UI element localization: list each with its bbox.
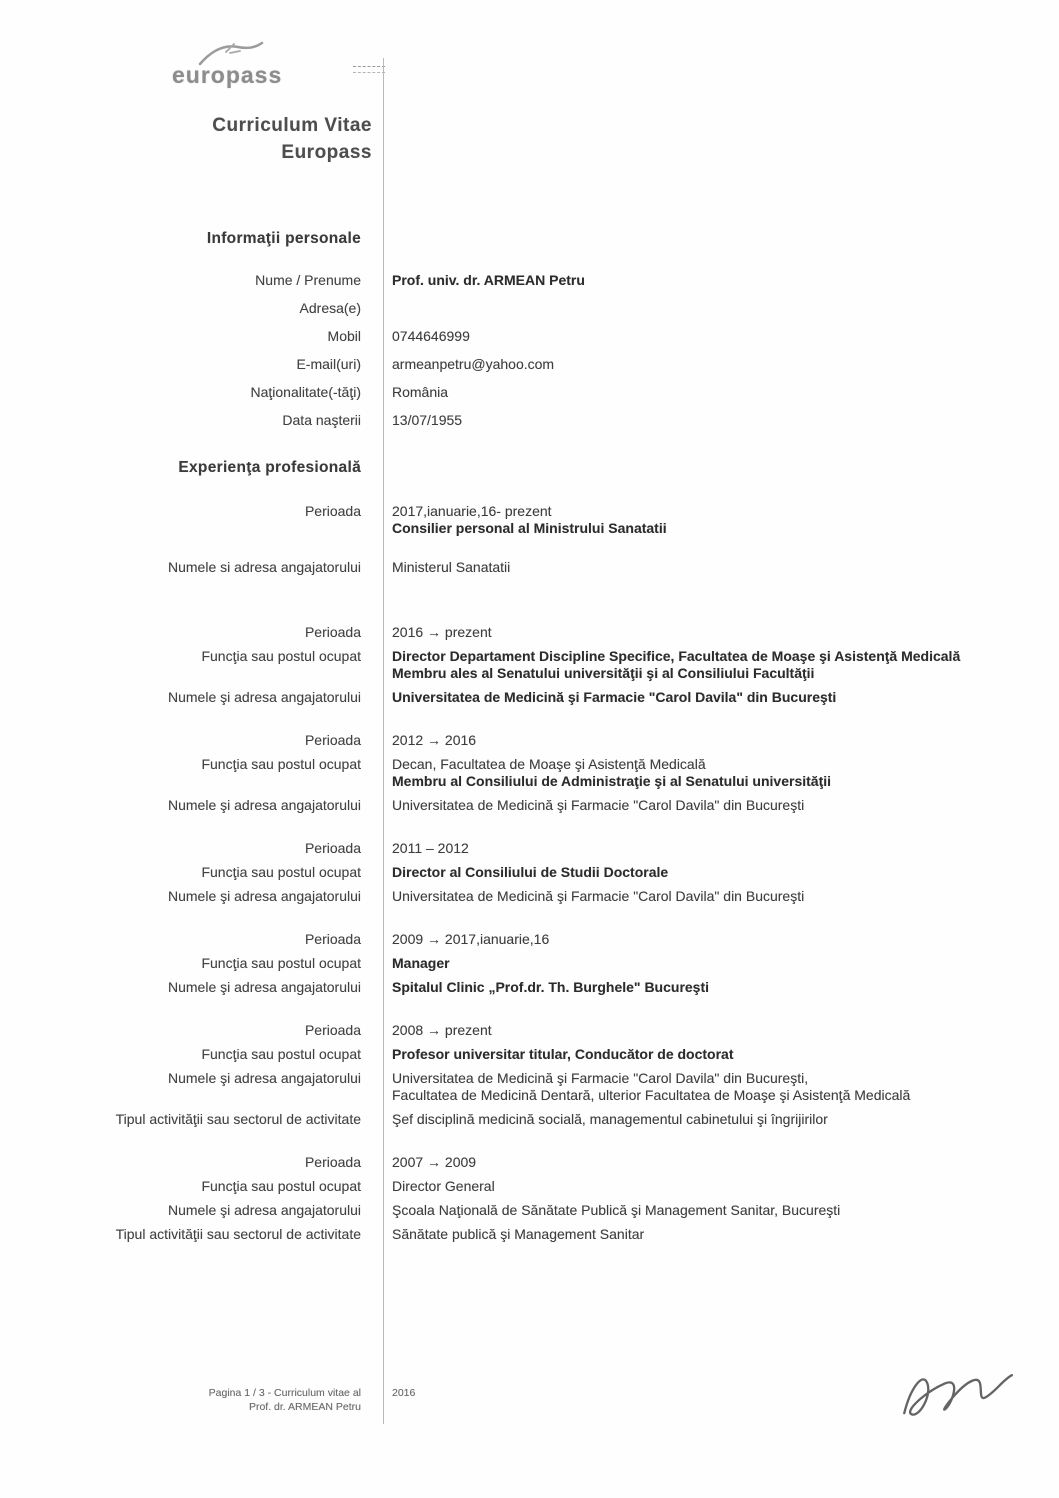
row-label: Data naşterii [282,412,361,428]
experience-entry [0,931,1040,996]
row-value [372,328,470,345]
row-value [372,756,831,790]
row-label: Perioada [304,840,361,856]
title-line-2: Europass [281,142,372,163]
cv-row [0,356,1040,373]
cv-row [0,272,1040,289]
row-value-line: Director Departament Discipline Specifice, Facultatea de Moaşe şi Asistenţă Medicală [392,648,961,664]
row-label: Funcţia sau postul ocupat [201,648,361,664]
row-label: Numele si adresa angajatorului [168,559,361,575]
row-value [372,559,510,576]
experience-entry [0,1154,1040,1243]
cv-row [0,931,1040,948]
experience-entry [0,624,1040,706]
row-value-line: Membru ales al Senatului universităţii şi al Consiliului Facultăţii [392,665,815,681]
row-label: Perioada [304,931,361,947]
row-value [372,1226,644,1243]
row-value-line: 0744646999 [392,328,470,344]
row-value-line: 2008 → prezent [392,1022,492,1038]
row-value-line: 2012 → 2016 [392,732,477,748]
cv-row [0,559,1040,576]
row-value-line: 2007 → 2009 [392,1154,477,1170]
row-value [372,624,492,641]
row-value [372,412,462,429]
row-label: Funcţia sau postul ocupat [201,1046,361,1062]
cv-row [0,689,1040,706]
row-label: Tipul activităţii sau sectorul de activitate [115,1226,361,1242]
cv-content [0,230,1040,1269]
row-value-line: Universitatea de Medicină şi Farmacie "Carol Davila" din Bucureşti, [392,1070,809,1086]
row-label: Perioada [304,1154,361,1170]
row-label: E-mail(uri) [296,356,361,372]
footer-author: Prof. dr. ARMEAN Petru [248,1401,361,1413]
row-label: Numele şi adresa angajatorului [168,888,361,904]
row-value [372,864,668,881]
row-value-line: Director General [392,1178,495,1194]
row-value [372,797,804,814]
row-value-line: 2017,ianuarie,16- prezent [392,503,552,519]
cv-row [0,1046,1040,1063]
row-value-line: România [392,384,449,400]
row-label: Perioada [304,503,361,519]
row-value [372,648,960,682]
row-value-line: Universitatea de Medicină şi Farmacie "Carol Davila" din Bucureşti [392,689,837,705]
row-value-line: Consilier personal al Ministrului Sanatatii [392,520,667,536]
row-value [372,503,667,537]
cv-row [0,1226,1040,1243]
row-label: Tipul activităţii sau sectorul de activitate [115,1111,361,1127]
row-value [372,1022,492,1039]
footer-year: 2016 [392,1387,416,1399]
row-value [372,356,554,373]
row-value-line: Facultatea de Medicină Dentară, ulterior Facultatea de Moaşe şi Asistenţă Medicală [392,1087,911,1103]
cv-row [0,1070,1040,1104]
footer-page-info: Pagina 1 / 3 - Curriculum vitae al [208,1387,361,1399]
row-value-line: 2011 – 2012 [392,840,469,856]
row-value-line: Spitalul Clinic „Prof.dr. Th. Burghele" Bucureşti [392,979,710,995]
cv-row [0,328,1040,345]
row-value [372,888,804,905]
row-label: Mobil [327,328,361,344]
cv-row [0,888,1040,905]
row-value-line: Şcoala Naţională de Sănătate Publică şi Management Sanitar, Bucureşti [392,1202,841,1218]
row-value [372,1111,828,1128]
row-value [372,1154,476,1171]
cv-row [0,1202,1040,1219]
page-footer [0,1386,1040,1414]
cv-row [0,797,1040,814]
row-value-line: Universitatea de Medicină şi Farmacie "Carol Davila" din Bucureşti [392,797,805,813]
europass-logo-text: europass [172,62,283,88]
cv-row [0,756,1040,790]
cv-row [0,300,1040,317]
row-label: Perioada [304,624,361,640]
row-value-line: armeanpetru@yahoo.com [392,356,555,372]
row-value [372,1178,495,1195]
row-label: Numele şi adresa angajatorului [168,797,361,813]
row-label: Adresa(e) [299,300,361,316]
cv-row [0,624,1040,641]
row-label: Numele şi adresa angajatorului [168,689,361,705]
row-label: Funcţia sau postul ocupat [201,955,361,971]
row-value-line: Manager [392,955,450,971]
row-value [372,840,469,857]
row-value [372,272,585,289]
experience-entries [0,503,1040,1243]
cv-row [0,732,1040,749]
row-value-line: Decan, Facultatea de Moaşe şi Asistenţă Medicală [392,756,706,772]
footer-left [0,1386,372,1414]
row-label: Perioada [304,1022,361,1038]
cv-row [0,864,1040,881]
row-value-line: 2016 → prezent [392,624,492,640]
row-value-line: 13/07/1955 [392,412,463,428]
row-label: Naţionalitate(-tăţi) [250,384,361,400]
cv-row [0,1178,1040,1195]
row-value-line: Prof. univ. dr. ARMEAN Petru [392,272,585,288]
personal-info-rows [0,272,1040,429]
row-value [372,955,450,972]
row-value-line: Director al Consiliului de Studii Doctorale [392,864,669,880]
cv-row [0,384,1040,401]
row-value [372,732,476,749]
row-label: Numele şi adresa angajatorului [168,979,361,995]
row-value [372,384,448,401]
signature [893,1352,1021,1428]
row-label: Numele şi adresa angajatorului [168,1070,361,1086]
row-value-line: Sănătate publică şi Management Sanitar [392,1226,645,1242]
cv-row [0,1111,1040,1128]
experience-entry [0,1022,1040,1128]
row-label: Numele şi adresa angajatorului [168,1202,361,1218]
row-value [372,931,549,948]
row-label: Funcţia sau postul ocupat [201,864,361,880]
cv-row [0,1022,1040,1039]
cv-row [0,1154,1040,1171]
dash-mark [353,66,385,73]
row-value-line: Şef disciplină medicină socială, managementul cabinetului şi îngrijirilor [392,1111,828,1127]
row-value [372,979,709,996]
row-label: Funcţia sau postul ocupat [201,1178,361,1194]
section-personal-heading: Informaţii personale [206,230,361,247]
row-value-line: Membru al Consiliului de Administraţie şi al Senatului universităţii [392,773,832,789]
row-label: Nume / Prenume [255,272,361,288]
row-value [372,689,836,706]
cv-row [0,979,1040,996]
row-label: Perioada [304,732,361,748]
europass-logo [168,38,348,94]
row-value [372,1046,734,1063]
cv-row [0,412,1040,429]
row-value-line: Ministerul Sanatatii [392,559,511,575]
row-value-line: 2009 → 2017,ianuarie,16 [392,931,550,947]
cv-row [0,503,1040,537]
row-value [372,1202,840,1219]
title-line-1: Curriculum Vitae [212,115,372,136]
experience-entry [0,503,1040,576]
experience-entry [0,840,1040,905]
row-value-line: Profesor universitar titular, Conducător de doctorat [392,1046,734,1062]
row-value-line: Universitatea de Medicină şi Farmacie "Carol Davila" din Bucureşti [392,888,805,904]
cv-row [0,955,1040,972]
row-label: Funcţia sau postul ocupat [201,756,361,772]
cv-row [0,840,1040,857]
experience-entry [0,732,1040,814]
cv-row [0,648,1040,682]
section-experience-heading: Experienţa profesională [178,459,361,476]
document-title [0,112,372,166]
row-value [372,1070,910,1104]
